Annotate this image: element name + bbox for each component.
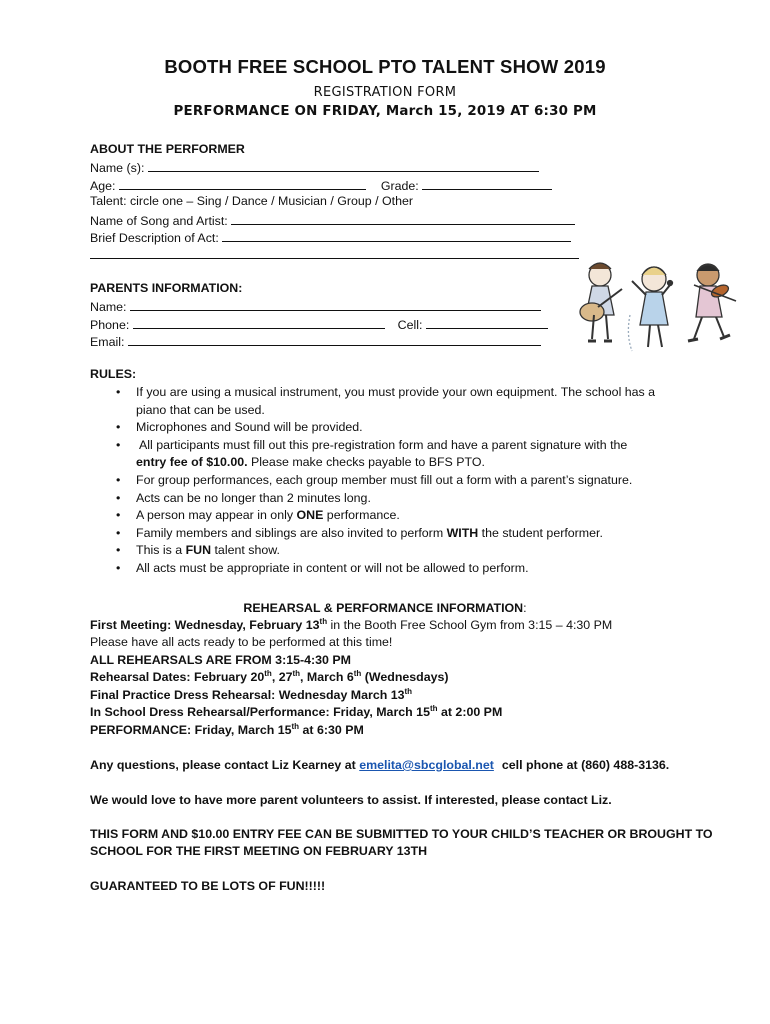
parent-phone-field[interactable] xyxy=(133,315,385,329)
bullet-icon: • xyxy=(116,508,121,523)
bullet-icon: • xyxy=(116,560,121,575)
parent-phone-label: Phone: xyxy=(90,318,130,332)
rule-item: • This is a FUN talent show. xyxy=(90,542,690,560)
bullet-icon: • xyxy=(116,525,121,540)
parent-name-label: Name: xyxy=(90,300,127,314)
volunteers-line: We would love to have more parent volunteers to assist. If interested, please contact Liz. xyxy=(90,793,612,807)
performer-song-row xyxy=(90,211,575,229)
bullet-icon: • xyxy=(116,420,121,435)
performer-description-field-2[interactable] xyxy=(90,245,579,259)
rule-item: • All participants must fill out this pre-registration form and have a parent signature with the entry fee of $10.00. Please make checks payable to BFS PTO. xyxy=(116,437,628,470)
parent-email-label: Email: xyxy=(90,335,125,349)
performer-description-row-2 xyxy=(90,245,579,263)
parent-email-row xyxy=(90,332,541,350)
rules-heading: RULES: xyxy=(90,367,137,381)
violin-kid-figure xyxy=(688,264,736,341)
rule-item: • Family members and siblings are also invited to perform WITH the student performer. xyxy=(90,525,690,543)
final-practice-line: Final Practice Dress Rehearsal: Wednesday March 13th xyxy=(90,687,413,702)
bullet-icon: • xyxy=(116,490,121,505)
bullet-icon: • xyxy=(116,472,121,487)
bullet-icon: • xyxy=(116,385,121,399)
rule-item: • Acts can be no longer than 2 minutes long. xyxy=(90,490,690,508)
rehearsal-heading: REHEARSAL & PERFORMANCE INFORMATION: xyxy=(243,601,527,615)
form-title: BOOTH FREE SCHOOL PTO TALENT SHOW 2019 xyxy=(164,56,606,77)
submit-line-2: SCHOOL FOR THE FIRST MEETING ON FEBRUARY 13TH xyxy=(90,844,428,858)
rule-item: • A person may appear in only ONE performance. xyxy=(90,507,690,525)
guitar-kid-figure xyxy=(580,263,622,341)
first-meeting-line: First Meeting: Wednesday, February 13th in the Booth Free School Gym from 3:15 – 4:30 PM xyxy=(90,617,613,632)
performer-description-label: Brief Description of Act: xyxy=(90,231,219,245)
all-rehearsals-line: ALL REHEARSALS ARE FROM 3:15-4:30 PM xyxy=(90,653,351,667)
in-school-rehearsal-line: In School Dress Rehearsal/Performance: Friday, March 15th at 2:00 PM xyxy=(90,704,503,719)
rule-item: • For group performances, each group member must fill out a form with a parent’s signature. xyxy=(90,472,690,490)
rule-item: • If you are using a musical instrument, you must provide your own equipment. The school has a piano that can be used. xyxy=(116,385,656,417)
parent-name-field[interactable] xyxy=(130,297,541,311)
singer-kid-figure xyxy=(628,267,672,351)
rules-list xyxy=(90,384,690,578)
performer-heading: ABOUT THE PERFORMER xyxy=(90,142,245,156)
performer-grade-label: Grade: xyxy=(380,179,419,193)
performer-description-field[interactable] xyxy=(222,228,571,242)
performer-age-label: Age: xyxy=(90,179,116,193)
form-subtitle: REGISTRATION FORM xyxy=(313,85,457,100)
parent-cell-label: Cell: xyxy=(397,318,423,332)
rule-item: • Microphones and Sound will be provided. xyxy=(90,419,690,437)
parent-phone-row xyxy=(90,315,548,333)
parents-heading: PARENTS INFORMATION: xyxy=(90,281,243,295)
performer-age-row xyxy=(90,176,552,194)
parent-email-field[interactable] xyxy=(128,332,541,346)
performer-grade-field[interactable] xyxy=(422,176,552,190)
ready-line: Please have all acts ready to be performed at this time! xyxy=(90,635,393,649)
performer-name-field[interactable] xyxy=(148,158,539,172)
performer-name-row xyxy=(90,158,539,176)
rule-item: • All acts must be appropriate in content or will not be allowed to perform. xyxy=(90,560,690,578)
fun-line: GUARANTEED TO BE LOTS OF FUN!!!!! xyxy=(90,879,326,893)
performer-song-field[interactable] xyxy=(231,211,575,225)
questions-line: Any questions, please contact Liz Kearney at emelita@sbcglobal.net cell phone at (860) 488-3136. xyxy=(90,758,670,772)
contact-email-link[interactable]: emelita@sbcglobal.net xyxy=(359,758,494,772)
performer-description-row xyxy=(90,228,571,246)
bullet-icon: • xyxy=(116,437,121,452)
performance-date-line: PERFORMANCE ON FRIDAY, March 15, 2019 AT 6:30 PM xyxy=(173,104,597,119)
performance-line: PERFORMANCE: Friday, March 15th at 6:30 PM xyxy=(90,722,364,737)
performer-name-label: Name (s): xyxy=(90,161,145,175)
submit-line-1: THIS FORM AND $10.00 ENTRY FEE CAN BE SUBMITTED TO YOUR CHILD’S TEACHER OR BROUGHT TO xyxy=(90,827,713,841)
parent-cell-field[interactable] xyxy=(426,315,548,329)
performer-talent-line: Talent: circle one – Sing / Dance / Musician / Group / Other xyxy=(90,194,413,208)
performer-age-field[interactable] xyxy=(119,176,366,190)
bullet-icon: • xyxy=(116,543,121,558)
performer-song-label: Name of Song and Artist: xyxy=(90,214,228,228)
kids-performing-illustration xyxy=(570,255,740,355)
parent-name-row xyxy=(90,297,541,315)
rehearsal-dates-line: Rehearsal Dates: February 20th, 27th, March 6th (Wednesdays) xyxy=(90,669,449,684)
